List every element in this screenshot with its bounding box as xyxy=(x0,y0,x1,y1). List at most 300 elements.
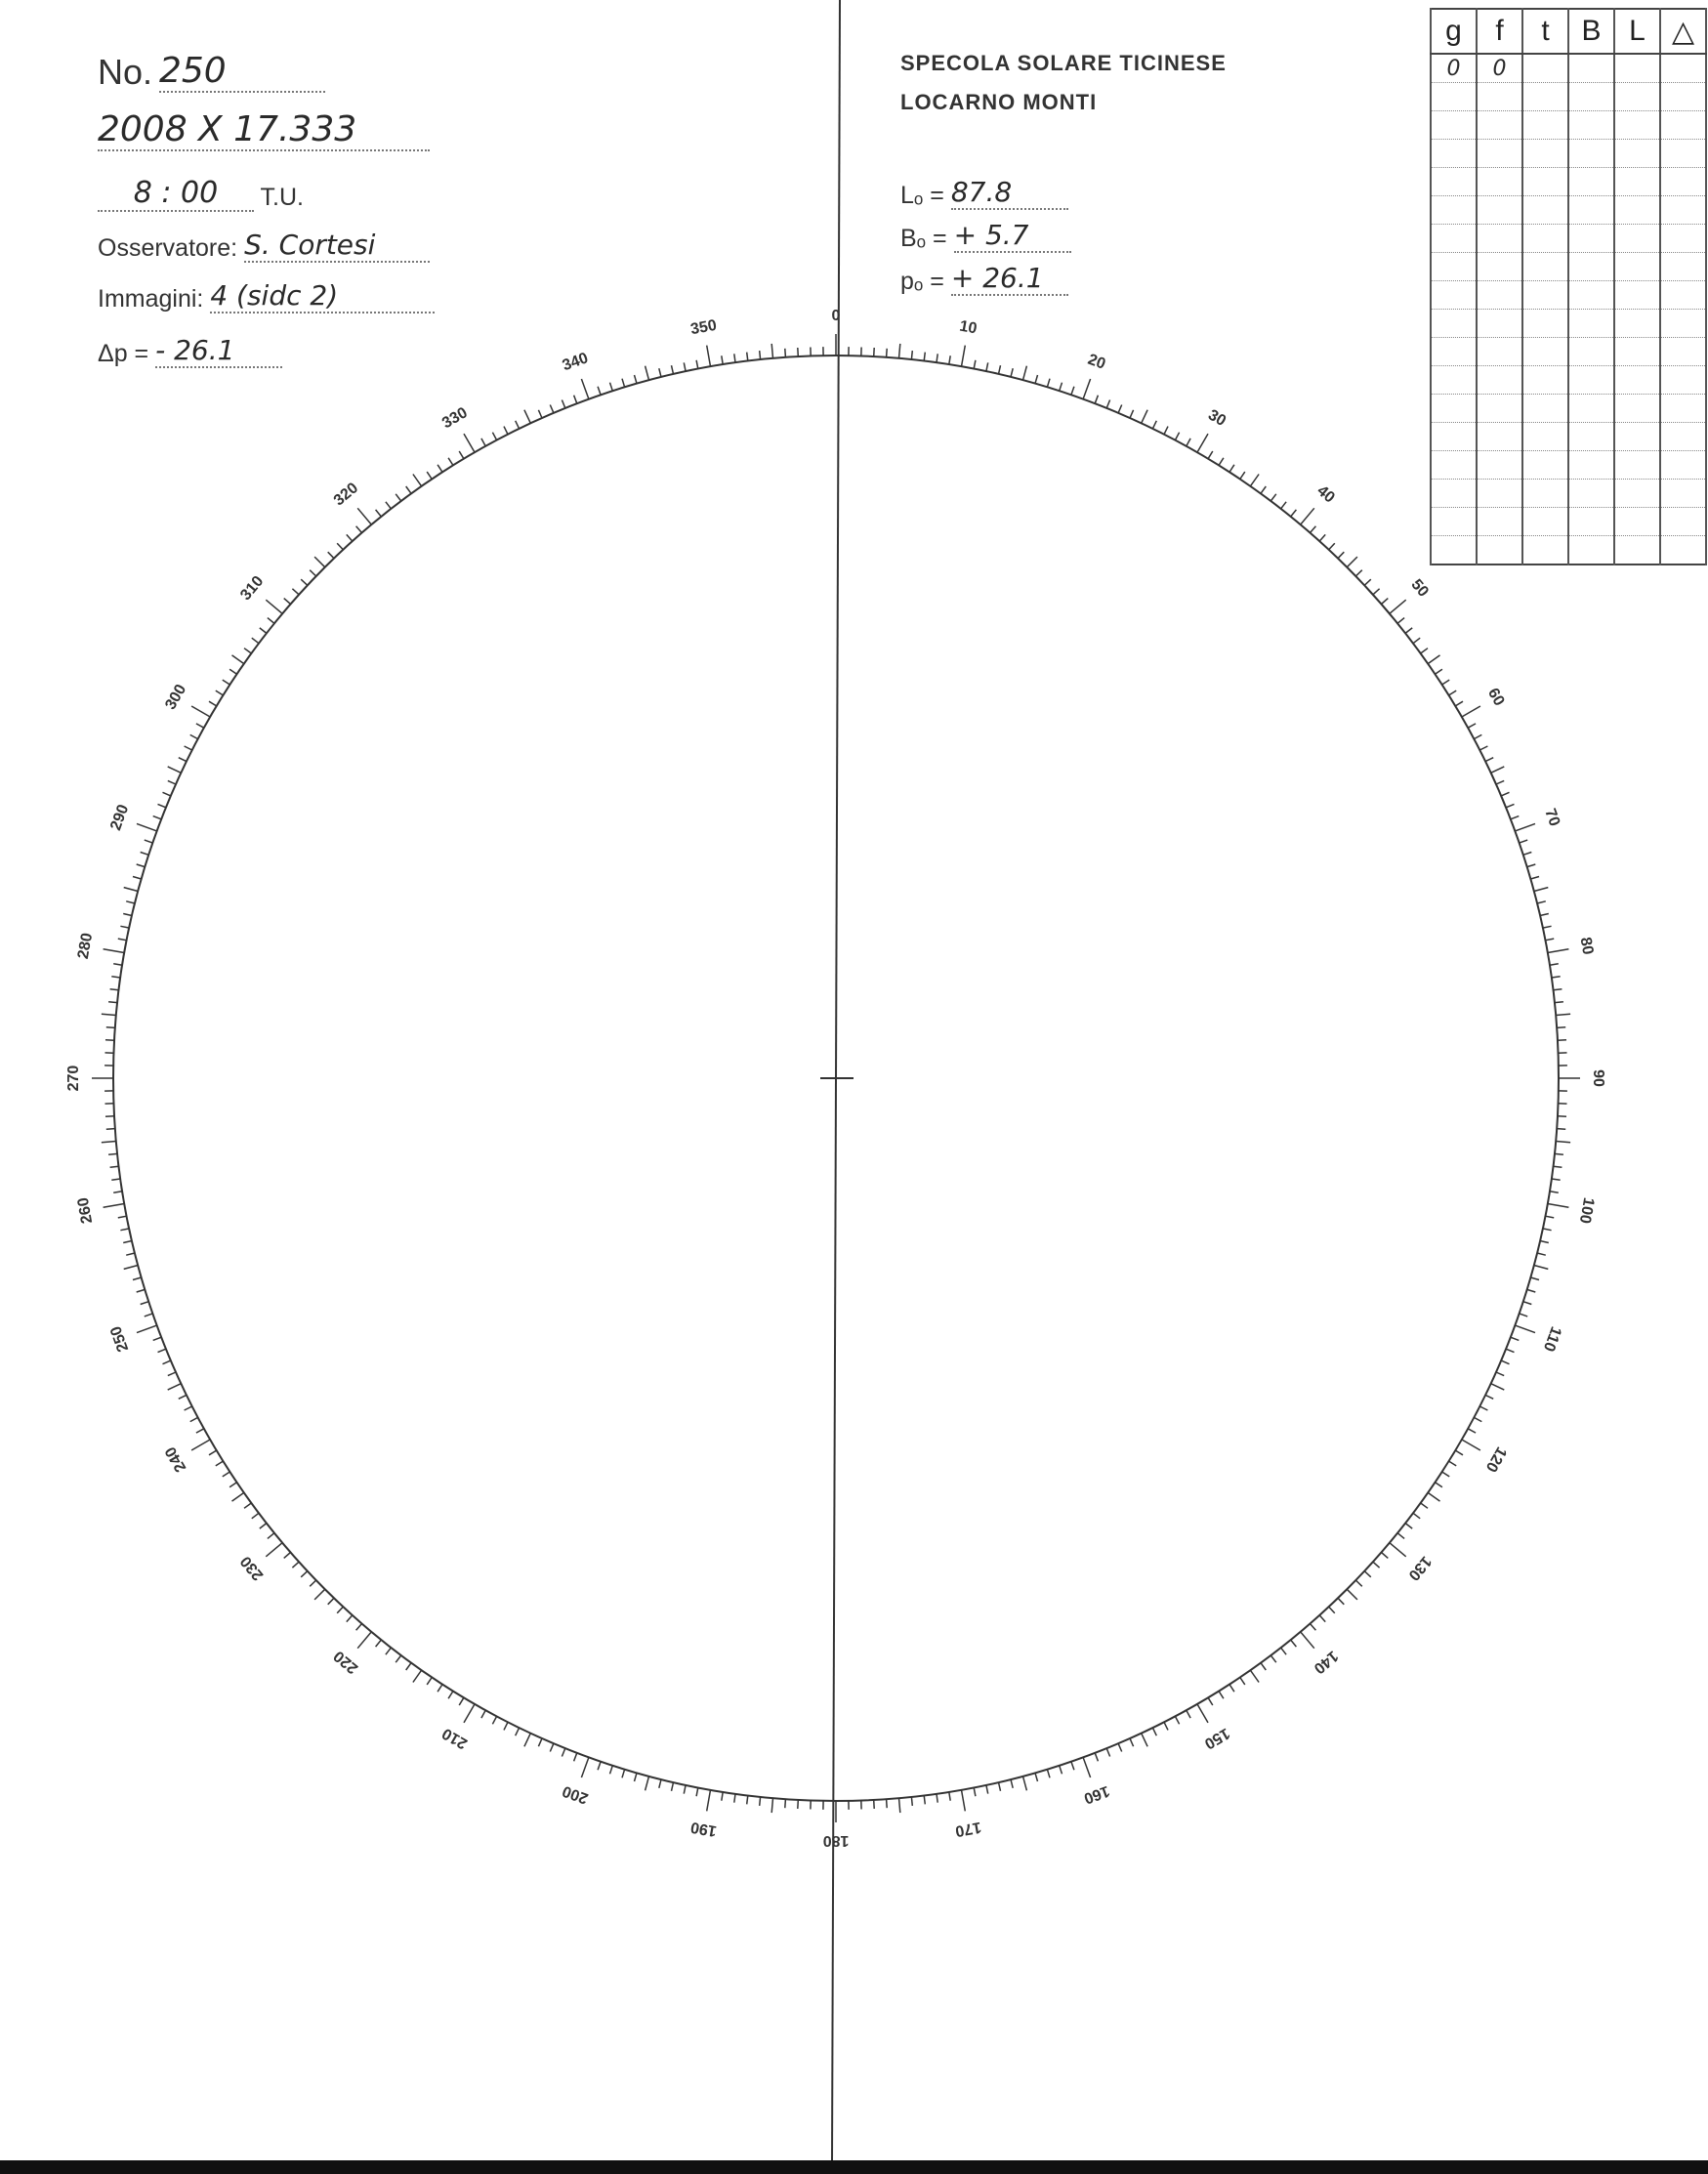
degree-tick xyxy=(102,1142,116,1143)
degree-tick xyxy=(232,1492,244,1501)
degree-tick xyxy=(266,1543,282,1557)
degree-label: 210 xyxy=(439,1724,471,1752)
degree-tick xyxy=(185,746,192,750)
degree-tick xyxy=(999,365,1001,374)
degree-tick xyxy=(123,914,132,916)
degree-tick xyxy=(106,1027,115,1028)
degree-tick xyxy=(1311,1624,1316,1631)
degree-tick xyxy=(747,1796,748,1805)
degree-tick xyxy=(191,706,210,717)
degree-tick xyxy=(104,949,125,953)
degree-tick xyxy=(145,1314,153,1317)
degree-tick xyxy=(1520,840,1528,843)
degree-tick xyxy=(962,346,966,367)
degree-tick xyxy=(328,552,334,559)
degree-tick xyxy=(684,1785,686,1794)
col-t: t xyxy=(1522,9,1568,54)
degree-tick xyxy=(1219,458,1224,466)
p-value: + 26.1 xyxy=(951,262,1068,296)
degree-tick xyxy=(1208,1697,1213,1705)
degree-tick xyxy=(196,1429,204,1433)
degree-tick xyxy=(581,379,589,399)
degree-tick xyxy=(1554,989,1562,990)
degree-tick xyxy=(1240,1678,1245,1685)
degree-tick xyxy=(771,1798,772,1813)
degree-tick xyxy=(1556,1142,1570,1143)
delta-p-label: Δp = xyxy=(98,340,149,367)
degree-tick xyxy=(999,1782,1001,1791)
degree-tick xyxy=(1442,1472,1450,1477)
degree-tick xyxy=(1555,1002,1563,1003)
degree-tick xyxy=(196,724,204,728)
degree-tick xyxy=(1382,1553,1389,1559)
degree-tick xyxy=(785,1799,786,1808)
degree-tick xyxy=(1520,1314,1528,1317)
degree-tick xyxy=(1130,1738,1134,1746)
degree-tick xyxy=(1164,1722,1168,1730)
degree-tick xyxy=(163,1360,171,1364)
degree-tick xyxy=(356,1624,362,1631)
degree-tick xyxy=(798,348,799,356)
degree-tick xyxy=(120,926,129,928)
degree-tick xyxy=(1527,1289,1536,1292)
degree-tick xyxy=(396,494,401,501)
degree-tick xyxy=(672,365,674,374)
degree-tick xyxy=(974,360,976,369)
degree-tick xyxy=(1545,939,1554,941)
L-label: Lₒ = xyxy=(900,182,944,209)
degree-tick xyxy=(1534,1266,1549,1270)
degree-tick xyxy=(1152,421,1156,429)
degree-tick xyxy=(1428,1492,1439,1501)
degree-tick xyxy=(1397,618,1404,624)
degree-tick xyxy=(1468,724,1476,728)
degree-tick xyxy=(137,823,157,831)
degree-tick xyxy=(1047,379,1050,388)
degree-tick xyxy=(1060,383,1062,392)
degree-tick xyxy=(538,1738,542,1746)
degree-tick xyxy=(1545,1216,1554,1218)
degree-tick xyxy=(524,410,530,424)
degree-tick xyxy=(760,1797,761,1806)
degree-tick xyxy=(1311,526,1316,533)
degree-tick xyxy=(190,734,198,738)
degree-tick xyxy=(659,1779,661,1788)
degree-tick xyxy=(874,1800,875,1809)
degree-tick xyxy=(1491,1384,1505,1390)
degree-tick xyxy=(310,1580,316,1586)
delta-p-value: - 26.1 xyxy=(155,334,282,368)
degree-tick xyxy=(696,1787,698,1796)
degree-tick xyxy=(1071,387,1074,396)
degree-tick xyxy=(798,1800,799,1809)
L-value: 87.8 xyxy=(951,176,1068,210)
degree-tick xyxy=(1537,1253,1546,1255)
degree-tick xyxy=(1390,1543,1406,1557)
degree-tick xyxy=(1436,1483,1442,1487)
degree-tick xyxy=(1527,864,1536,867)
degree-tick xyxy=(1421,1503,1428,1508)
degree-tick xyxy=(314,557,325,567)
degree-tick xyxy=(1291,510,1297,517)
degree-tick xyxy=(1530,1277,1539,1280)
degree-tick xyxy=(229,1483,236,1487)
degree-tick xyxy=(1208,451,1213,459)
degree-tick xyxy=(137,1325,157,1333)
degree-tick xyxy=(406,1663,411,1670)
degree-tick xyxy=(1474,734,1481,738)
degree-tick xyxy=(1338,552,1344,559)
degree-label: 60 xyxy=(1483,685,1508,709)
degree-tick xyxy=(1106,1748,1109,1756)
degree-tick xyxy=(785,349,786,357)
degree-tick xyxy=(1523,853,1532,856)
degree-tick xyxy=(1083,379,1091,399)
degree-tick xyxy=(1557,1129,1565,1130)
degree-tick xyxy=(1250,475,1259,486)
degree-tick xyxy=(1229,465,1234,473)
degree-label: 170 xyxy=(953,1818,983,1840)
degree-tick xyxy=(396,1655,401,1662)
degree-tick xyxy=(1550,964,1559,965)
degree-tick xyxy=(126,901,135,903)
time-unit: T.U. xyxy=(260,184,304,211)
degree-tick xyxy=(550,405,554,413)
degree-tick xyxy=(610,383,613,392)
degree-tick xyxy=(314,1589,325,1600)
degree-tick xyxy=(924,1796,925,1805)
degree-tick xyxy=(437,1685,442,1693)
degree-tick xyxy=(113,964,122,965)
degree-tick xyxy=(437,465,442,473)
degree-tick xyxy=(1479,746,1487,750)
degree-tick xyxy=(1271,1655,1276,1662)
degree-tick xyxy=(427,472,432,479)
degree-label: 160 xyxy=(1081,1781,1112,1807)
degree-tick xyxy=(734,354,735,362)
degree-tick xyxy=(337,1607,343,1613)
degree-tick xyxy=(106,1129,115,1130)
degree-tick xyxy=(105,1040,114,1041)
degree-tick xyxy=(1347,557,1357,567)
degree-tick xyxy=(481,1710,485,1718)
degree-tick xyxy=(562,1748,564,1756)
degree-tick xyxy=(284,1553,291,1559)
degree-tick xyxy=(1554,1166,1562,1167)
degree-tick xyxy=(110,989,119,990)
degree-tick xyxy=(459,1697,464,1705)
degree-tick xyxy=(1405,1524,1412,1529)
scan-edge-bar xyxy=(0,2160,1708,2174)
degree-tick xyxy=(1023,1777,1027,1791)
degree-tick xyxy=(185,1406,192,1410)
degree-tick xyxy=(635,1773,638,1781)
degree-tick xyxy=(659,368,661,377)
degree-tick xyxy=(1291,1640,1297,1647)
degree-tick xyxy=(124,888,139,892)
degree-tick xyxy=(1364,579,1371,585)
degree-tick xyxy=(1548,949,1569,953)
cell-g: 0 xyxy=(1431,54,1477,83)
degree-tick xyxy=(492,1716,496,1724)
degree-tick xyxy=(1530,877,1539,880)
degree-tick xyxy=(949,355,950,364)
degree-tick xyxy=(646,1777,649,1791)
degree-tick xyxy=(223,1472,230,1477)
degree-tick xyxy=(168,767,182,773)
degree-tick xyxy=(266,600,282,613)
degree-tick xyxy=(899,1798,900,1813)
degree-tick xyxy=(887,1799,888,1808)
degree-tick xyxy=(1548,1204,1569,1208)
degree-tick xyxy=(1281,502,1287,509)
degree-tick xyxy=(1011,368,1013,377)
degree-tick xyxy=(1501,792,1509,796)
degree-tick xyxy=(924,353,925,361)
degree-tick xyxy=(1187,439,1190,446)
images-value: 4 (sidc 2) xyxy=(210,279,435,314)
degree-tick xyxy=(260,628,267,634)
degree-tick xyxy=(986,362,988,371)
degree-tick xyxy=(357,1632,371,1649)
degree-tick xyxy=(292,589,299,595)
degree-tick xyxy=(722,1792,723,1801)
degree-tick xyxy=(448,458,453,466)
degree-tick xyxy=(126,1253,135,1255)
degree-tick xyxy=(459,451,464,459)
degree-tick xyxy=(598,387,601,396)
degree-label: 280 xyxy=(74,931,97,961)
degree-tick xyxy=(760,351,761,359)
degree-tick xyxy=(1047,1770,1050,1778)
degree-tick xyxy=(190,1417,198,1421)
degree-tick xyxy=(191,1440,210,1450)
col-delta: △ xyxy=(1660,9,1706,54)
degree-tick xyxy=(1540,1241,1549,1243)
degree-tick xyxy=(1319,1615,1325,1622)
degree-tick xyxy=(1537,901,1546,903)
degree-tick xyxy=(1515,1325,1535,1333)
degree-tick xyxy=(120,1229,129,1231)
degree-tick xyxy=(1130,410,1134,418)
degree-tick xyxy=(1506,1349,1514,1352)
degree-tick xyxy=(1501,1360,1509,1364)
degree-tick xyxy=(413,1670,422,1682)
degree-tick xyxy=(1557,1027,1565,1028)
degree-label: 180 xyxy=(822,1831,850,1849)
degree-tick xyxy=(108,1153,117,1154)
degree-tick xyxy=(153,816,162,819)
number-label: No. xyxy=(98,52,153,92)
degree-tick xyxy=(1455,701,1463,706)
degree-tick xyxy=(962,1790,966,1812)
degree-label: 270 xyxy=(65,1065,83,1092)
degree-tick xyxy=(504,1722,508,1730)
degree-tick xyxy=(168,780,176,784)
degree-tick xyxy=(562,400,564,408)
degree-tick xyxy=(1543,1229,1552,1231)
degree-tick xyxy=(209,1450,217,1455)
degree-tick xyxy=(747,353,748,361)
degree-tick xyxy=(376,1640,382,1647)
degree-label: 80 xyxy=(1576,936,1597,956)
degree-tick xyxy=(1421,648,1428,653)
degree-label: 50 xyxy=(1407,576,1432,601)
degree-tick xyxy=(1355,1580,1362,1586)
degree-tick xyxy=(1319,534,1325,541)
observatory-location: LOCARNO MONTI xyxy=(900,90,1098,114)
degree-tick xyxy=(133,877,142,880)
degree-label: 350 xyxy=(688,316,719,339)
degree-tick xyxy=(356,526,362,533)
degree-tick xyxy=(911,1797,912,1806)
degree-tick xyxy=(141,853,149,856)
degree-tick xyxy=(1083,1757,1091,1777)
degree-label: 90 xyxy=(1589,1069,1606,1087)
degree-label: 30 xyxy=(1205,406,1229,431)
degree-label: 150 xyxy=(1201,1724,1232,1752)
degree-tick xyxy=(347,534,353,541)
degree-tick xyxy=(1240,472,1245,479)
degree-label: 320 xyxy=(330,480,362,510)
degree-tick xyxy=(1556,1014,1570,1015)
degree-tick xyxy=(1023,366,1027,381)
degree-label: 240 xyxy=(162,1443,190,1475)
degree-tick xyxy=(153,1337,162,1340)
degree-tick xyxy=(216,690,224,695)
degree-tick xyxy=(111,1179,120,1180)
degree-tick xyxy=(1382,599,1389,605)
degree-tick xyxy=(1390,600,1406,613)
degree-tick xyxy=(622,1770,625,1778)
degree-tick xyxy=(1543,926,1552,928)
degree-tick xyxy=(386,502,392,509)
time-value: 8 : 00 xyxy=(98,176,254,212)
degree-tick xyxy=(1071,1762,1074,1771)
degree-tick xyxy=(610,1766,613,1775)
degree-tick xyxy=(1552,977,1561,978)
degree-tick xyxy=(337,543,343,550)
degree-tick xyxy=(223,680,230,685)
degree-tick xyxy=(1468,1429,1476,1433)
degree-tick xyxy=(252,1513,259,1519)
degree-label: 10 xyxy=(958,317,979,338)
observatory-name: SPECOLA SOLARE TICINESE xyxy=(900,51,1227,75)
degree-tick xyxy=(137,864,146,867)
degree-tick xyxy=(1261,486,1266,493)
degree-label: 220 xyxy=(330,1647,362,1677)
degree-label: 330 xyxy=(439,404,471,433)
degree-tick xyxy=(1474,1417,1481,1421)
degree-tick xyxy=(1060,1766,1062,1775)
degree-tick xyxy=(244,1503,251,1508)
degree-label: 120 xyxy=(1481,1443,1510,1475)
degree-tick xyxy=(1373,1562,1380,1568)
degree-tick xyxy=(481,439,485,446)
degree-tick xyxy=(1558,1116,1566,1117)
degree-tick xyxy=(1540,914,1549,916)
degree-tick xyxy=(1555,1153,1563,1154)
degree-tick xyxy=(1250,1670,1259,1682)
degree-tick xyxy=(1175,1716,1179,1724)
degree-tick xyxy=(123,1241,132,1243)
degree-tick xyxy=(1405,628,1412,634)
degree-tick xyxy=(102,1014,116,1015)
degree-tick xyxy=(1373,589,1380,595)
degree-tick xyxy=(464,1704,475,1723)
degree-tick xyxy=(1496,1372,1504,1376)
degree-tick xyxy=(137,1289,146,1292)
degree-tick xyxy=(1011,1779,1013,1788)
degree-tick xyxy=(874,348,875,356)
degree-tick xyxy=(887,349,888,357)
degree-tick xyxy=(635,375,638,384)
degree-tick xyxy=(1479,1406,1487,1410)
degree-tick xyxy=(581,1757,589,1777)
degree-tick xyxy=(516,421,520,429)
degree-label: 250 xyxy=(107,1323,133,1355)
degree-tick xyxy=(684,362,686,371)
degree-tick xyxy=(133,1277,142,1280)
degree-tick xyxy=(1558,1040,1566,1041)
degree-tick xyxy=(1347,1589,1357,1600)
degree-tick xyxy=(707,346,711,367)
degree-label: 140 xyxy=(1310,1647,1342,1677)
degree-tick xyxy=(574,1753,577,1762)
degree-tick xyxy=(1301,1632,1314,1649)
degree-tick xyxy=(229,669,236,674)
degree-tick xyxy=(1485,758,1493,762)
degree-tick xyxy=(1413,638,1420,644)
degree-tick xyxy=(734,1794,735,1803)
observer-value: S. Cortesi xyxy=(244,229,430,263)
degree-tick xyxy=(1329,543,1335,550)
degree-tick xyxy=(179,1395,187,1399)
degree-label: 190 xyxy=(688,1818,719,1840)
degree-tick xyxy=(1219,1692,1224,1699)
degree-tick xyxy=(232,655,244,664)
degree-tick xyxy=(492,433,496,440)
degree-tick xyxy=(1229,1685,1234,1693)
degree-tick xyxy=(163,792,171,796)
degree-tick xyxy=(1413,1513,1420,1519)
cell-f: 0 xyxy=(1477,54,1522,83)
degree-tick xyxy=(268,1533,274,1539)
degree-tick xyxy=(1261,1663,1266,1670)
col-B: B xyxy=(1568,9,1614,54)
degree-tick xyxy=(1338,1598,1344,1605)
degree-tick xyxy=(145,840,153,843)
degree-label: 260 xyxy=(74,1195,97,1226)
B-label: Bₒ = xyxy=(900,225,947,252)
degree-tick xyxy=(1515,823,1535,831)
degree-tick xyxy=(216,1461,224,1466)
degree-tick xyxy=(1496,780,1504,784)
degree-tick xyxy=(301,579,308,585)
degree-tick xyxy=(1152,1728,1156,1735)
degree-tick xyxy=(1035,1773,1038,1781)
degree-tick xyxy=(1506,804,1514,807)
degree-tick xyxy=(1271,494,1276,501)
degree-tick xyxy=(104,1204,125,1208)
degree-tick xyxy=(1449,1461,1457,1466)
degree-tick xyxy=(672,1782,674,1791)
degree-tick xyxy=(899,344,900,358)
degree-label: 20 xyxy=(1085,351,1108,373)
degree-tick xyxy=(722,355,723,364)
degree-tick xyxy=(949,1792,950,1801)
degree-tick xyxy=(1428,655,1439,664)
